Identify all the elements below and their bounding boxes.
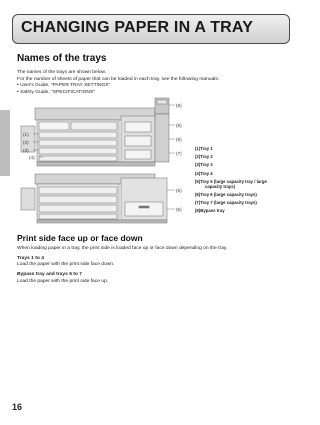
section-title-print-side: Print side face up or face down (17, 233, 143, 243)
callout-label: (3) (23, 148, 29, 153)
printer-tray-diagram (17, 92, 192, 224)
manual-bullet: • User's Guide, "PAPER TRAY SETTINGS" (17, 83, 285, 90)
bypass-trays-heading: Bypass tray and trays 5 to 7 (17, 272, 82, 278)
callout-label: (6) (176, 137, 182, 142)
callout-label: (5) (176, 123, 182, 128)
callout-leaders-bottom (167, 190, 175, 209)
legend-item: (2)Tray 2 (195, 154, 213, 160)
chapter-side-tab (0, 110, 10, 176)
legend-item: (4)Tray 4 (195, 170, 213, 176)
legend-item: (3)Tray 3 (195, 162, 213, 168)
legend-item: (1)Tray 1 (195, 146, 213, 151)
intro-line: The names of the trays are shown below. (17, 70, 107, 75)
tray-legend (195, 146, 267, 217)
section-title-trays: Names of the trays (17, 53, 107, 64)
callout-label: (8) (176, 103, 182, 108)
legend-item: (7)Tray 7 (large capacity trays) (195, 200, 257, 206)
printer-illustration-top (21, 98, 169, 166)
trays-1-4-text: Load the paper with the print side face down. (17, 262, 115, 268)
manual-bullet: • Safety Guide, "SPECIFICATIONS" (17, 90, 285, 97)
legend-item: (5)Tray 5 (large capacity tray / large capacity trays) (195, 178, 267, 189)
legend-item: (6)Tray 6 (large capacity trays) (195, 191, 257, 197)
chapter-title-bar (12, 14, 290, 44)
page-title: CHANGING PAPER IN A TRAY (21, 19, 254, 36)
legend-item: (8)Bypass tray (195, 208, 225, 214)
callout-label: (7) (176, 151, 182, 156)
callout-label: (2) (23, 140, 29, 145)
print-side-text (17, 246, 285, 286)
intro-line: For the number of sheets of paper that can be loaded in each tray, see the following manuals: (17, 76, 220, 82)
callout-label: (1) (23, 132, 29, 137)
bypass-trays-text: Load the paper with the print side face up. (17, 278, 109, 284)
callout-label: (5) (176, 207, 182, 212)
callout-label: (4) (29, 155, 35, 160)
callout-label: (6) (176, 188, 182, 193)
print-side-intro: When loading paper in a tray, the print side is loaded face up or face down depending on the tray. (17, 246, 228, 251)
printer-illustration-bottom (21, 174, 167, 223)
trays-1-4-heading: Trays 1 to 4 (17, 255, 44, 261)
page-number: 16 (12, 402, 23, 412)
